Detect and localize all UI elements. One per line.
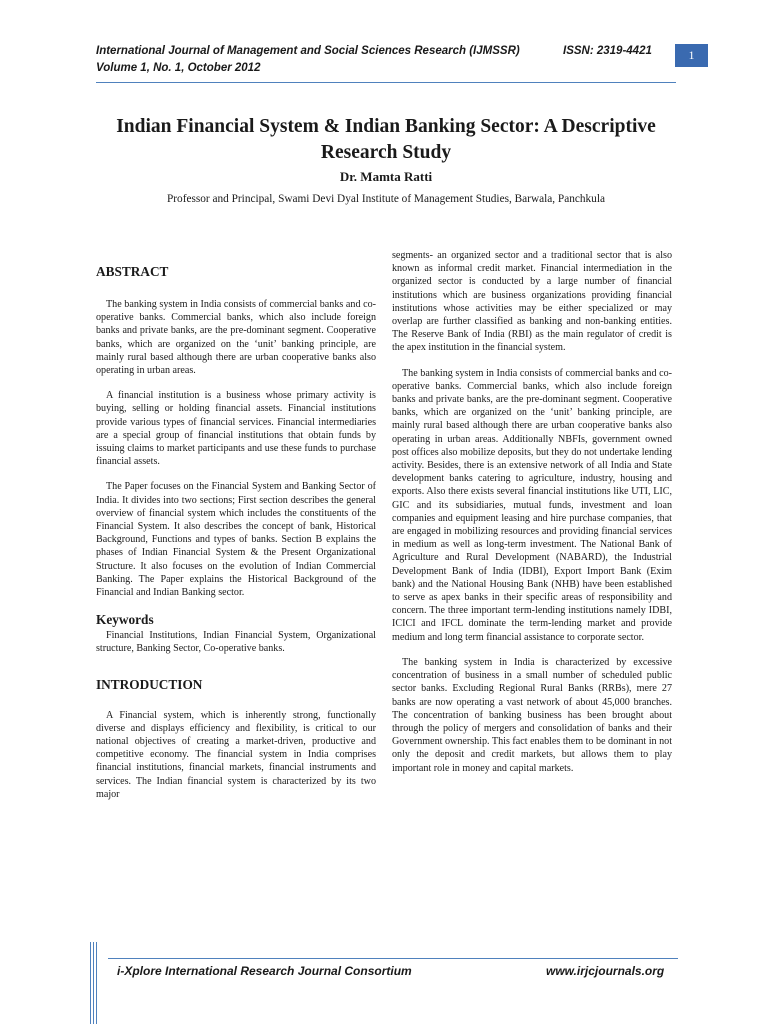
introduction-paragraph: A Financial system, which is inherently strong, functionally diverse and displays efficiency and flexibility, is critical to our national objectives of creating a market-driven, productive and competitive economy. The financial system in India comprises financial institutions, financial markets, financial instruments and services. The Indian financial system is characterized by its two major <box>96 709 376 800</box>
abstract-paragraph: The Paper focuses on the Financial System and Banking Sector of India. It divides into two sections; First section describes the general overview of financial system which includes the constituents of the Financial System. It also describes the concept of bank, Historical Background, Functions and types of banks. Section B explains the phases of Indian Financial System & the Present Organizational Structure. It also focuses on the evolution of Indian Commercial Banking. The Paper explains the Historical Background of the Financial and Indian Banking sector. <box>96 481 376 599</box>
body-paragraph: The banking system in India consists of commercial banks and co-operative banks. Commercial banks, which also include foreign banks and private banks, are the pre-dominant segment. Cooperative banks, which are organized on the ‘unit’ banking principle, are mainly rural based although there are urban cooperative banks also operating in urban areas. Additionally NBFIs, government owned post offices also mobilize deposits, but they do not undertake lending activity. Besides, there is an extensive network of all India and State development banks catering to agriculture, industry, housing and exports. Also there exists several financial institutions like UTI, LIC, GIC and its subsidiaries, mutual funds, investment and loan companies and equipment leasing and hire purchase companies, that are engaged in mobilizing resources and providing financial services in medium as well as long-term investment. The National Bank of Agriculture and Rural Development (NABARD), the Industrial Development Bank of India (IDBI), Export Import Bank (Exim bank) and the National Housing Bank (NHB) have been established to serve as apex banks in their specific areas of responsibility and concern. The three important term-lending institutions namely IDBI, ICICI and IFCL dominate the term-lending market and provide medium and long term financial assistance to corporate sector. <box>392 367 672 643</box>
paper-author: Dr. Mamta Ratti <box>339 169 433 184</box>
journal-issn: ISSN: 2319-4421 <box>563 45 652 57</box>
introduction-heading: INTRODUCTION <box>96 676 203 692</box>
running-header <box>96 43 656 77</box>
author-affiliation: Professor and Principal, Swami Devi Dyal Institute of Management Studies, Barwala, Panchkula <box>167 193 605 205</box>
keywords-heading: Keywords <box>96 612 154 628</box>
left-column <box>96 263 376 813</box>
keywords-text: Financial Institutions, Indian Financial System, Organizational structure, Banking Sector, Co-operative banks. <box>96 630 376 655</box>
abstract-paragraph: The banking system in India consists of commercial banks and co-operative banks. Commercial banks, which also include foreign banks and private banks, are the pre-dominant segment. Cooperative banks, which are organized on the ‘unit’ banking principle, are mainly rural based although there are urban cooperative banks also operating in urban areas. <box>96 299 376 377</box>
footer-rule <box>108 958 678 959</box>
journal-name: International Journal of Management and Social Sciences Research (IJMSSR) <box>96 45 520 57</box>
footer-consortium: i-Xplore International Research Journal Consortium <box>117 964 412 978</box>
page-number: 1 <box>675 44 708 67</box>
body-paragraph: segments- an organized sector and a traditional sector that is also known as informal credit market. Financial intermediation in the organized sector is conducted by a large number of financial institutions which are business organizations providing financial institutions whose activities may be either specialized or may overlap are further classified as banking and non-banking entities. The Reserve Bank of India (RBI) as the main regulator of credit is the apex institution in the financial system. <box>392 250 672 354</box>
right-column <box>392 249 672 787</box>
paper-title: Indian Financial System & Indian Banking Sector: A Descriptive Research Study <box>116 116 656 163</box>
abstract-paragraph: A financial institution is a business whose primary activity is buying, selling or holding financial assets. Financial institutions provide various types of financial services. Financial intermediaries are a special group of financial institutions that obtain funds by issuing claims to market participants and use these funds to purchase financial assets. <box>96 390 376 468</box>
body-paragraph: The banking system in India is characterized by excessive concentration of business in a small number of scheduled public sector banks. Excluding Regional Rural Banks (RRBs), mere 27 banks are now operating a vast network of about 45,000 branches. The concentration of banking business has been brought about through the policy of mergers and consolidation of banks and their Government ownership. This fact enables them to be dominant in not only the deposit and credit markets, but allows them to play important role in money and capital markets. <box>392 656 672 774</box>
footer-vertical-rules <box>90 942 98 1024</box>
abstract-heading: ABSTRACT <box>96 264 169 279</box>
footer-website[interactable]: www.irjcjournals.org <box>546 964 665 978</box>
header-rule <box>96 82 676 83</box>
journal-volume: Volume 1, No. 1, October 2012 <box>96 62 261 74</box>
